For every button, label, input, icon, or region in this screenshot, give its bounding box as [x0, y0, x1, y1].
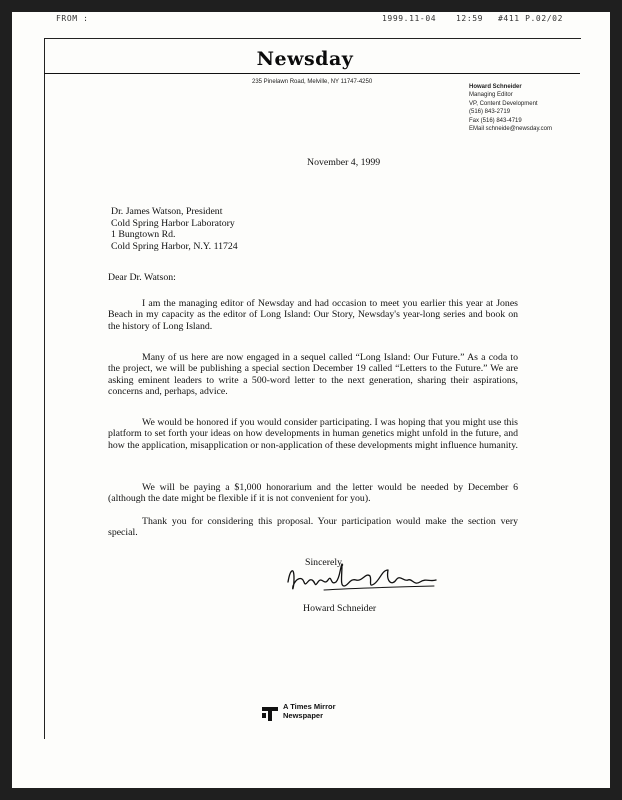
fax-date: 1999.11-04: [382, 14, 437, 23]
sender-title-2: VP, Content Development: [469, 100, 538, 107]
closing: Sincerely,: [305, 557, 344, 568]
recipient-block: [111, 206, 238, 252]
handwritten-signature: [284, 556, 454, 600]
recipient-line: Dr. James Watson, President: [111, 206, 223, 217]
newsday-masthead: Newsday: [256, 48, 354, 70]
recipient-line: Cold Spring Harbor Laboratory: [111, 217, 235, 229]
fax-from-label: FROM :: [56, 14, 89, 23]
recipient-line: 1 Bungtown Rd.: [111, 229, 176, 240]
body-paragraph: I am the managing editor of Newsday and had occasion to meet you earlier this year at Jones Beach in my capacity as the editor of Long Island: Our Story, Newsday's year-long series and book on the history of Long Island.: [108, 298, 518, 332]
sender-fax: Fax (516) 843-4719: [469, 117, 522, 124]
body-paragraph: Many of us here are now engaged in a sequel called “Long Island: Our Future.” As a coda to the project, we will be publishing a special section December 19 called “Letters to the Future.” We are asking eminent leaders to write a 500-word letter to the next generation, sharing their aspirations, concerns and, perhaps, advice.: [108, 352, 518, 398]
fax-page-info: #411 P.02/02: [498, 14, 563, 23]
times-mirror-credit: [283, 702, 336, 720]
sender-name: Howard Schneider: [469, 84, 522, 90]
sender-phone: (516) 843-2719: [469, 109, 511, 116]
times-mirror-logo-icon: [262, 706, 278, 722]
credit-line: A Times Mirror: [283, 702, 336, 711]
letterhead-address: 235 Pinelawn Road, Melville, NY 11747-4250: [252, 79, 373, 85]
signature-name: Howard Schneider: [303, 603, 377, 614]
sender-title: Managing Editor: [469, 92, 513, 99]
salutation: Dear Dr. Watson:: [108, 272, 176, 283]
credit-line: Newspaper: [283, 711, 324, 720]
body-paragraph: We will be paying a $1,000 honorarium and the letter would be needed by December 6 (although the date might be flexible if it is not convenient for you).: [108, 482, 518, 505]
fax-time: 12:59: [456, 14, 484, 23]
sender-block: [469, 83, 552, 133]
letter-date: November 4, 1999: [307, 157, 381, 168]
masthead-rule: [44, 73, 580, 74]
sender-email: EMail schneide@newsday.com: [469, 126, 553, 133]
body-paragraph: Thank you for considering this proposal. Your participation would make the section very special.: [108, 516, 518, 539]
body-paragraph: We would be honored if you would consider participating. I was hoping that you might use this platform to set forth your ideas on how developments in human genetics might unfold in the future, and how the application, misapplication or non-application of these developments might influence humanity.: [108, 417, 518, 451]
recipient-line: Cold Spring Harbor, N.Y. 11724: [111, 240, 238, 252]
